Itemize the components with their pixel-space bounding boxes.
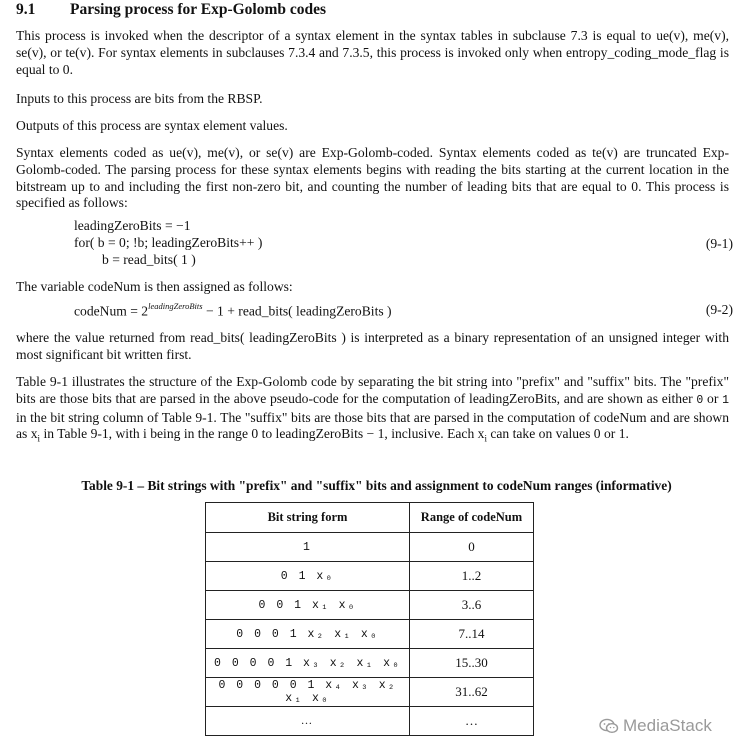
table-row	[206, 591, 534, 620]
bit-string-table	[205, 502, 534, 736]
text-run: can take on values 0 or 1.	[486, 426, 629, 442]
table-row	[206, 562, 534, 591]
section-title: Parsing process for Exp-Golomb codes	[70, 1, 327, 18]
pseudo-code-line: leadingZeroBits = −1	[74, 218, 191, 233]
paragraph-inputs	[16, 91, 729, 108]
table-row	[206, 620, 534, 649]
paragraph-codenum-intro	[16, 279, 729, 296]
table-row	[206, 533, 534, 562]
equation-rhs: − 1 + read_bits( leadingZeroBits )	[202, 303, 392, 319]
watermark-text: MediaStack	[623, 716, 712, 735]
section-number: 9.1	[16, 1, 36, 18]
section-heading	[16, 1, 326, 19]
table-header-row	[206, 503, 534, 533]
equation-exponent: leadingZeroBits	[148, 301, 203, 311]
bit-string-cell: 1	[206, 533, 410, 562]
paragraph-text: Inputs to this process are bits from the RBSP.	[16, 91, 263, 106]
paragraph-text: Outputs of this process are syntax element values.	[16, 118, 288, 133]
watermark	[599, 716, 712, 736]
codenum-range-cell: 15..30	[410, 649, 534, 678]
codenum-range-cell: 31..62	[410, 678, 534, 707]
text-run: in Table 9-1, with i being in the range 0 to leadingZeroBits − 1, inclusive. Each x	[40, 426, 485, 442]
paragraph-table-intro	[16, 374, 729, 448]
table-row	[206, 707, 534, 736]
text-run: or	[703, 390, 723, 406]
subscript: i	[484, 434, 487, 445]
pseudo-code-line: for( b = 0; !b; leadingZeroBits++ )	[74, 235, 263, 250]
bit-zero: 0	[696, 393, 704, 407]
text-run: in the bit string column of Table 9-1. The "suffix" bits are those bits that are parsed in the computation of codeNum and are shown as x	[16, 409, 729, 442]
codenum-range-cell: 0	[410, 533, 534, 562]
table-row	[206, 649, 534, 678]
paragraph-invocation	[16, 28, 729, 78]
codenum-range-cell: …	[410, 707, 534, 736]
text-run: Table 9-1 illustrates the structure of the Exp-Golomb code by separating the bit string into "prefix" and "suffix" bits. The "prefix" bits are those bits that are parsed in the above pseudo-code for the computation of leadingZeroBits, and are shown as either	[16, 374, 729, 406]
paragraph-read-bits	[16, 330, 729, 364]
column-header-bit-string: Bit string form	[206, 503, 410, 533]
equation-lhs: codeNum = 2	[74, 303, 149, 319]
codenum-equation	[74, 299, 392, 320]
paragraph-outputs	[16, 118, 729, 135]
paragraph-text: Syntax elements coded as ue(v), me(v), or se(v) are Exp-Golomb-coded. Syntax elements coded as te(v) are truncated Exp-Golomb-coded. The parsing process for these syntax elements begins with reading the bits starting at the current location in the bitstream up to and including the first non-zero bit, and counting the number of leading bits that are equal to 0. This process is specified as follows:	[16, 145, 729, 211]
equation-number: (9-1)	[705, 236, 733, 251]
equation-number: (9-2)	[705, 302, 733, 317]
wechat-icon	[599, 718, 619, 734]
paragraph-text: where the value returned from read_bits( leadingZeroBits ) is interpreted as a binary representation of an unsigned integer with most significant bit written first.	[16, 330, 729, 362]
pseudo-code-line: b = read_bits( 1 )	[102, 252, 196, 267]
bit-string-cell: …	[206, 707, 410, 736]
bit-string-cell: 0 0 1 x₁ x₀	[206, 591, 410, 620]
codenum-range-cell: 3..6	[410, 591, 534, 620]
table-caption: Table 9-1 – Bit strings with "prefix" and "suffix" bits and assignment to codeNum ranges (informative)	[81, 478, 672, 493]
column-header-range: Range of codeNum	[410, 503, 534, 533]
bit-string-cell: 0 0 0 0 0 1 x₄ x₃ x₂ x₁ x₀	[206, 678, 410, 707]
codenum-range-cell: 1..2	[410, 562, 534, 591]
subscript: i	[37, 434, 41, 445]
codenum-range-cell: 7..14	[410, 620, 534, 649]
paragraph-text: The variable codeNum is then assigned as follows:	[16, 279, 293, 294]
bit-string-cell: 0 0 0 0 1 x₃ x₂ x₁ x₀	[206, 649, 410, 678]
paragraph-text	[16, 374, 729, 448]
table-row	[206, 678, 534, 707]
paragraph-parsing	[16, 145, 729, 212]
bit-string-cell: 0 0 0 1 x₂ x₁ x₀	[206, 620, 410, 649]
bit-string-cell: 0 1 x₀	[206, 562, 410, 591]
paragraph-text: This process is invoked when the descriptor of a syntax element in the syntax tables in subclause 7.3 is equal to ue(v), me(v), se(v), or te(v). For syntax elements in subclauses 7.3.4 and 7.3.5, this process is invoked only when entropy_coding_mode_flag is equal to 0.	[16, 28, 729, 77]
bit-one: 1	[722, 393, 730, 407]
